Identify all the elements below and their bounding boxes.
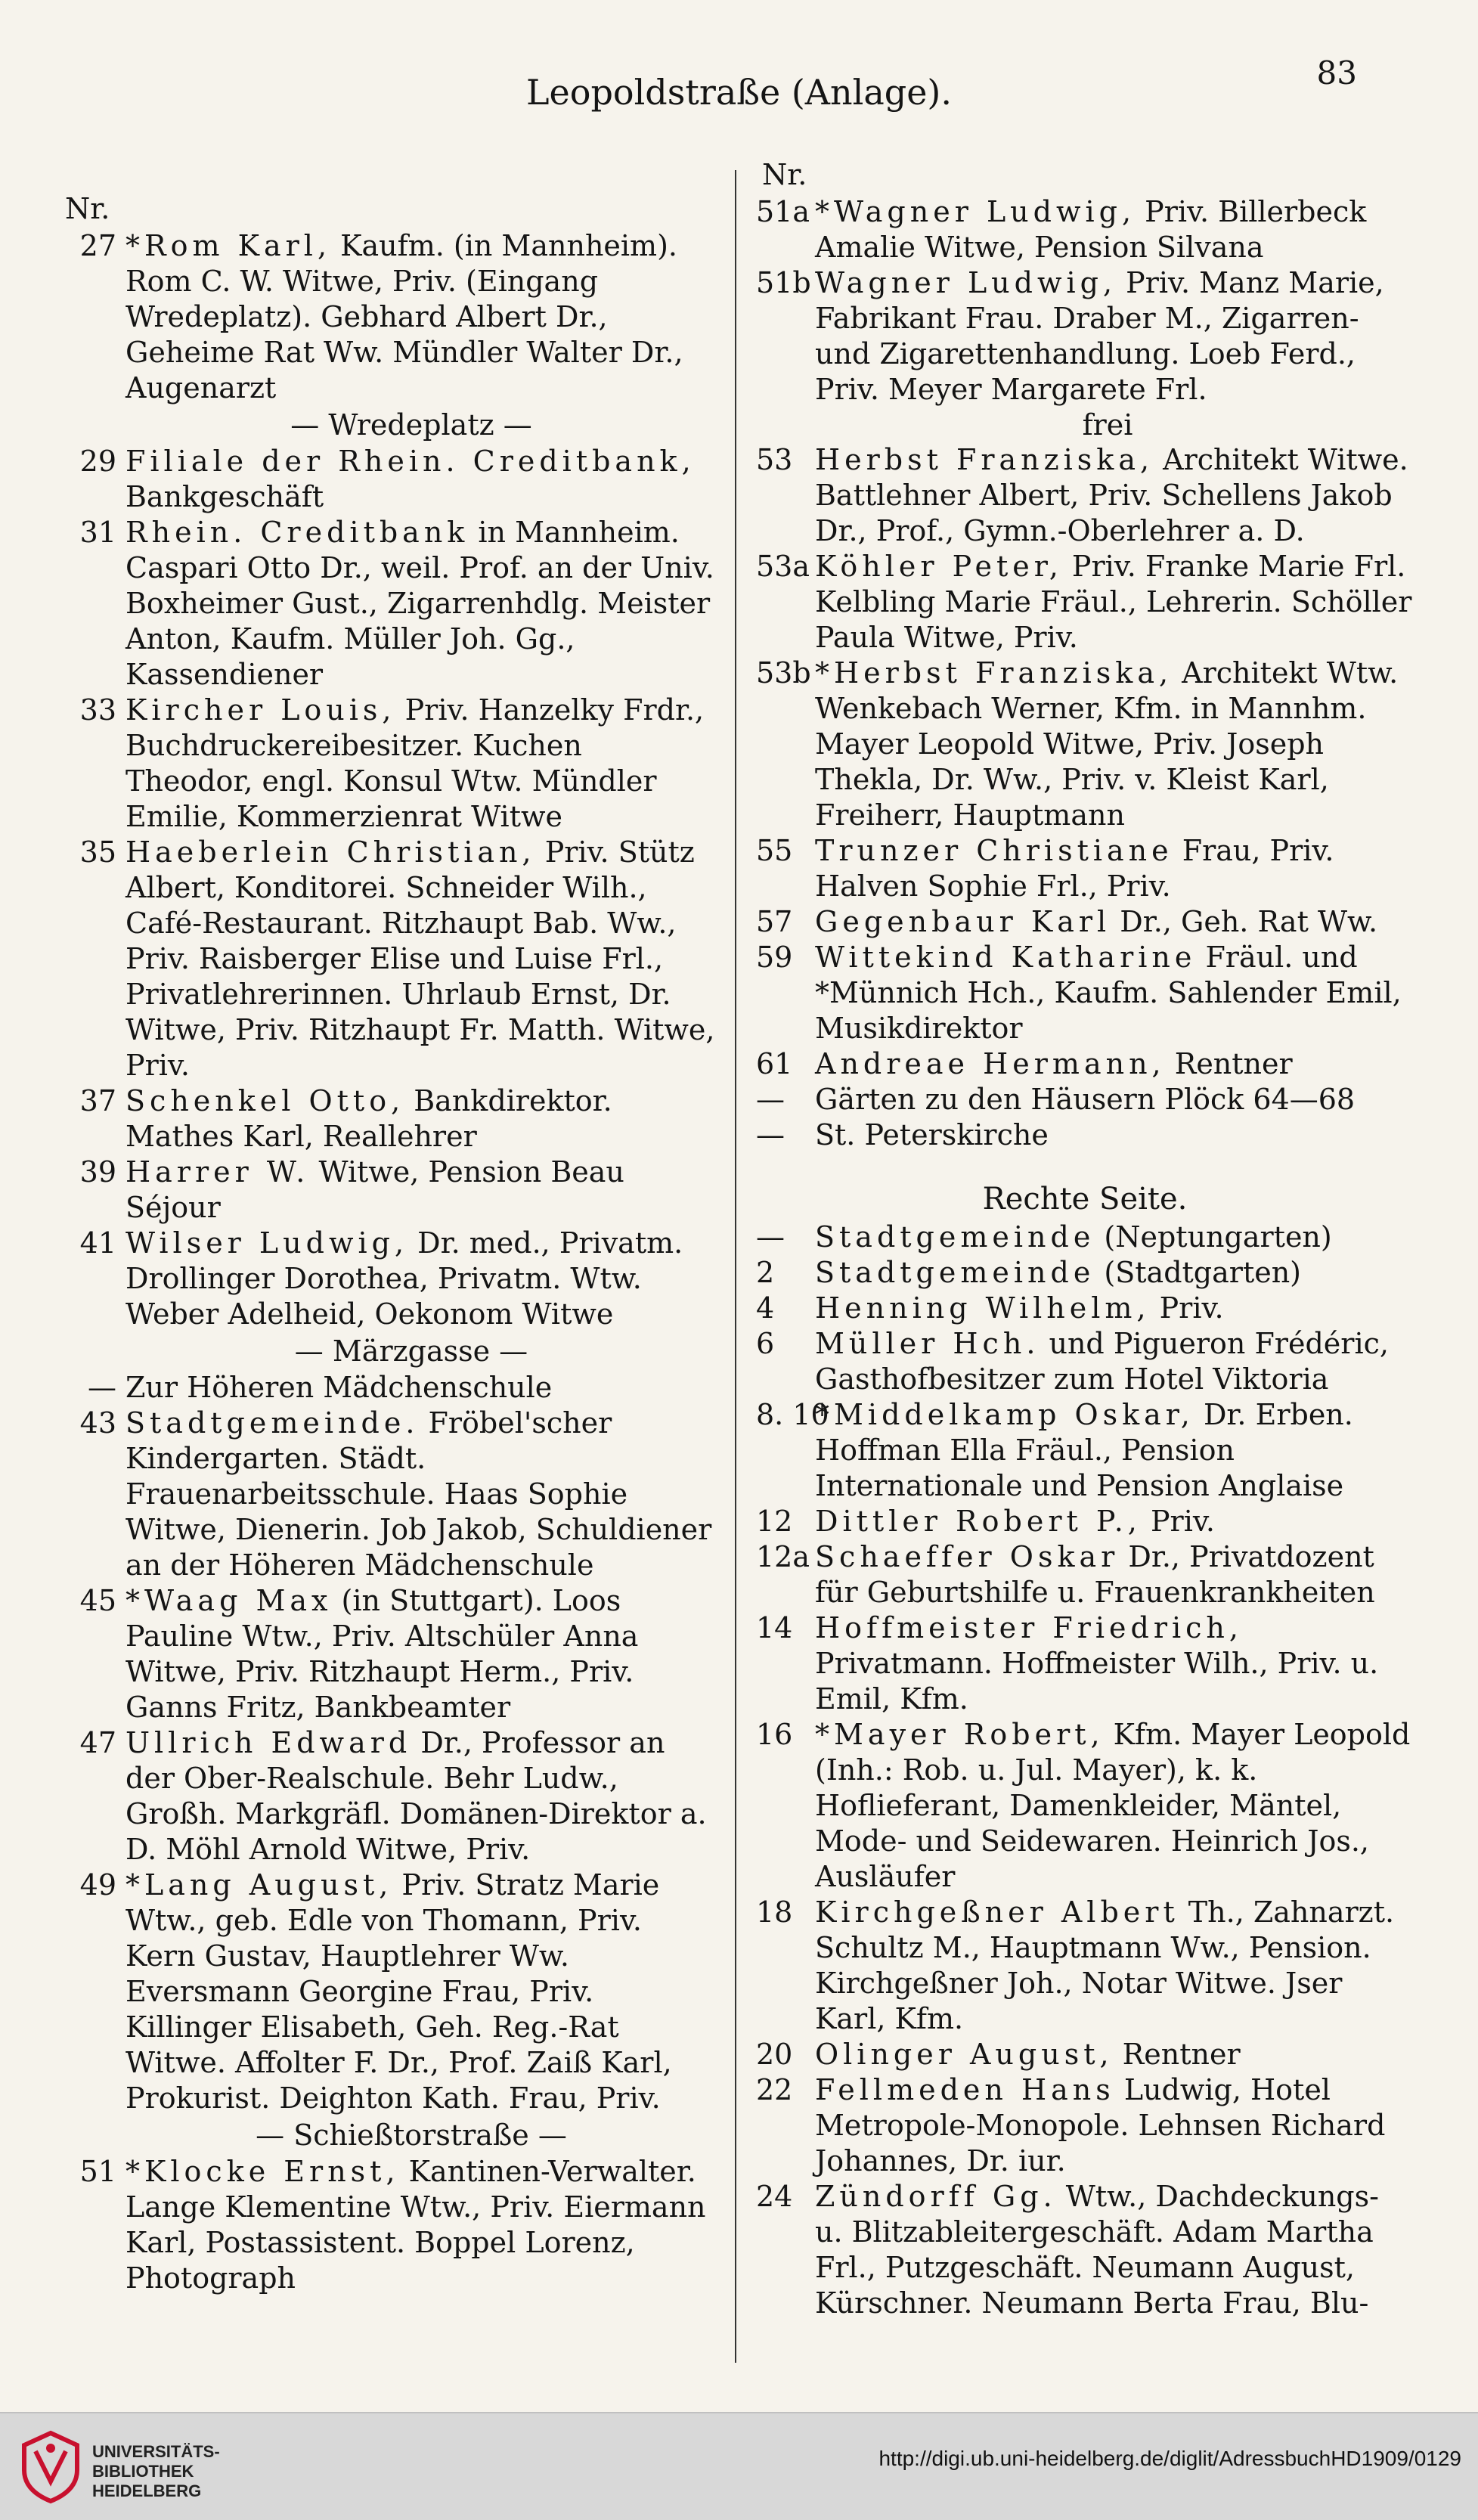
street-heading: — Märzgasse — <box>294 1334 528 1368</box>
resident-name: Kirchgeßner Albert <box>815 1895 1179 1929</box>
resident-details: Kaufm. (in Mannheim). Rom C. W. Witwe, Priv. (Eingang Wredeplatz). Gebhard Albert Dr., Geheime Rat Ww. Mündler Walter Dr., Augenarzt <box>125 229 683 405</box>
house-number: 33 <box>79 693 116 727</box>
resident-name: *Lang August, <box>125 1868 393 1902</box>
entry-text <box>125 1725 718 1868</box>
house-number: 53a <box>756 550 810 583</box>
house-number: 55 <box>756 834 793 867</box>
house-number: 6 <box>756 1327 775 1360</box>
entry-text <box>815 904 1414 940</box>
resident-name: Kircher Louis, <box>125 693 396 727</box>
directory-entry <box>59 1155 718 1226</box>
house-number: 35 <box>79 835 116 869</box>
resident-name: Henning Wilhelm, <box>815 1291 1151 1325</box>
directory-entry <box>756 549 1414 656</box>
entry-group <box>59 2154 718 2296</box>
resident-details: (Stadtgarten) <box>1095 1256 1302 1289</box>
directory-entry <box>756 1046 1414 1082</box>
house-number: 49 <box>79 1868 116 1902</box>
entry-text <box>125 1583 718 1725</box>
entry-text <box>815 265 1414 408</box>
directory-entry <box>756 1504 1414 1539</box>
directory-entry <box>59 1083 718 1155</box>
entry-text <box>815 1717 1414 1895</box>
house-number: 2 <box>756 1256 775 1289</box>
directory-entry <box>59 1583 718 1725</box>
resident-name: Hoffmeister Friedrich, <box>815 1611 1243 1644</box>
directory-entry <box>756 1220 1414 1255</box>
entry-text <box>815 940 1414 1046</box>
resident-details: Privatmann. Hoffmeister Wilh., Priv. u. Emil, Kfm. <box>815 1647 1379 1716</box>
entry-text <box>815 1539 1414 1610</box>
resident-name: *Herbst Franziska, <box>815 656 1173 690</box>
entry-text <box>125 1406 718 1583</box>
entry-group <box>59 1370 718 2116</box>
resident-details: Priv. <box>1141 1505 1215 1538</box>
resident-details: Architekt Wtw. Wenkebach Werner, Kfm. in Mannhm. Mayer Leopold Witwe, Priv. Joseph Thekla, Dr. Ww., Priv. v. Kleist Karl, Freiherr, Hauptmann <box>815 656 1399 832</box>
resident-name: *Middelkamp Oskar, <box>815 1398 1194 1431</box>
resident-name: Andreae Hermann, <box>815 1047 1166 1080</box>
directory-entry <box>59 515 718 693</box>
resident-name: Trunzer Christiane <box>815 834 1173 867</box>
right-column <box>756 155 1414 2321</box>
resident-name: Rhein. Creditbank <box>125 516 469 549</box>
entry-text <box>125 1868 718 2116</box>
directory-entry <box>756 265 1414 408</box>
entry-text <box>815 1220 1414 1255</box>
resident-name: Stadtgemeinde <box>815 1220 1095 1254</box>
resident-name: Stadtgemeinde <box>815 1256 1095 1289</box>
house-number: 59 <box>756 941 793 974</box>
resident-details: Bankdirektor. Mathes Karl, Reallehrer <box>125 1084 612 1153</box>
directory-entry <box>756 1082 1414 1117</box>
resident-details: Dr., Geh. Rat Ww. <box>1111 905 1378 938</box>
entry-text <box>815 1610 1414 1717</box>
column-divider <box>735 170 736 2363</box>
resident-details: Kfm. Mayer Leopold (Inh.: Rob. u. Jul. Mayer), k. k. Hoflieferant, Damenkleider, Mäntel, Mode- und Seidewaren. Heinrich Jos., Ausläufer <box>815 1718 1411 1893</box>
directory-entry <box>756 833 1414 904</box>
entry-text <box>815 194 1414 265</box>
house-number: 16 <box>756 1718 793 1751</box>
resident-details: Gärten zu den Häusern Plöck 64—68 <box>815 1083 1356 1116</box>
directory-entry <box>59 444 718 515</box>
resident-name: Schenkel Otto, <box>125 1084 405 1117</box>
directory-entry <box>756 1895 1414 2037</box>
nr-label: Nr. <box>762 158 807 191</box>
resident-details: St. Peterskirche <box>815 1118 1049 1152</box>
resident-name: Zündorff Gg. <box>815 2180 1057 2213</box>
entry-text <box>815 656 1414 833</box>
footer-bar <box>0 2412 1478 2520</box>
resident-details: Priv. Franke Marie Frl. Kelbling Marie Fräul., Lehrerin. Schöller Paula Witwe, Priv. <box>815 550 1412 654</box>
entry-text <box>125 693 718 835</box>
resident-details: Dr. Erben. Hoffman Ella Fräul., Pension Internationale und Pension Anglaise <box>815 1398 1353 1502</box>
resident-name: Herbst Franziska, <box>815 443 1154 476</box>
directory-entry <box>756 2037 1414 2072</box>
house-number: — <box>88 1371 116 1404</box>
house-number: 53 <box>756 443 793 476</box>
directory-entry <box>59 2154 718 2296</box>
resident-details: Dr., Privatdozent für Geburtshilfe u. Frauenkrankheiten <box>815 1540 1375 1609</box>
resident-details: in Mannheim. Caspari Otto Dr., weil. Prof. an der Univ. Boxheimer Gust., Zigarrenhdlg. Meister Anton, Kaufm. Müller Joh. Gg., Kassendiener <box>125 516 714 691</box>
left-column <box>59 189 718 2296</box>
page-header: Leopoldstraße (Anlage). <box>525 72 952 113</box>
house-number: 12a <box>756 1540 810 1573</box>
directory-entry <box>59 693 718 835</box>
directory-entry <box>756 442 1414 549</box>
entry-text <box>815 1046 1414 1082</box>
directory-entry <box>756 2179 1414 2321</box>
entry-text <box>125 1083 718 1155</box>
resident-name: *Waag Max <box>125 1584 333 1617</box>
resident-details: Rentner <box>1165 1047 1293 1080</box>
house-number: 12 <box>756 1505 793 1538</box>
entry-text <box>815 1895 1414 2037</box>
house-number: 57 <box>756 905 793 938</box>
house-number: 27 <box>79 229 116 262</box>
house-number: 51 <box>79 2155 116 2188</box>
house-number: 14 <box>756 1611 793 1644</box>
resident-details: Wtw., Dachdeckungs- u. Blitzableitergeschäft. Adam Martha Frl., Putzgeschäft. Neumann August, Kürschner. Neumann Berta Frau, Blu- <box>815 2180 1379 2320</box>
house-number: 8. 10 <box>756 1398 829 1431</box>
directory-entry <box>59 1406 718 1583</box>
resident-details: Priv. Billerbeck Amalie Witwe, Pension Silvana <box>815 195 1367 264</box>
entry-group <box>756 442 1414 1153</box>
resident-name: *Rom Karl, <box>125 229 332 262</box>
directory-entry <box>756 904 1414 940</box>
directory-entry <box>59 1226 718 1332</box>
entry-text <box>815 2179 1414 2321</box>
house-number: 24 <box>756 2180 793 2213</box>
resident-name: Stadtgemeinde. <box>125 1406 420 1440</box>
entry-text <box>815 2072 1414 2179</box>
house-number: 53b <box>756 656 811 690</box>
directory-entry <box>756 1397 1414 1504</box>
house-number: 47 <box>79 1726 116 1759</box>
resident-details: Fräul. und *Münnich Hch., Kaufm. Sahlender Emil, Musikdirektor <box>815 941 1402 1045</box>
directory-entry <box>59 1868 718 2116</box>
house-number: 43 <box>79 1406 116 1440</box>
resident-name: Wagner Ludwig, <box>815 266 1117 299</box>
entry-text <box>125 835 718 1083</box>
directory-entry <box>59 228 718 406</box>
house-number: 18 <box>756 1895 793 1929</box>
entry-group <box>756 1220 1414 2321</box>
entry-text <box>125 2154 718 2296</box>
house-number: 45 <box>79 1584 116 1617</box>
directory-entry <box>756 1610 1414 1717</box>
resident-name: Wilser Ludwig, <box>125 1226 409 1260</box>
entry-text <box>125 444 718 515</box>
directory-entry <box>756 1117 1414 1153</box>
resident-details: Frau, Priv. Halven Sophie Frl., Priv. <box>815 834 1334 903</box>
directory-entry <box>756 656 1414 833</box>
directory-entry <box>756 1717 1414 1895</box>
entry-text <box>125 515 718 693</box>
source-url-link[interactable]: http://digi.ub.uni-heidelberg.de/diglit/AdressbuchHD1909/0129 <box>878 2447 1461 2470</box>
resident-details: Priv. Stratz Marie Wtw., geb. Edle von Thomann, Priv. Kern Gustav, Hauptlehrer Ww. Eversmann Georgine Frau, Priv. Killinger Elisabeth, Geh. Reg.-Rat Witwe. Affolter F. Dr., Prof. Zaiß Karl, Prokurist. Deighton Kath. Frau, Priv. <box>125 1868 672 2115</box>
vacant-note: frei <box>1082 408 1133 442</box>
house-number: 22 <box>756 2073 793 2106</box>
resident-name: Schaeffer Oskar <box>815 1540 1120 1573</box>
entry-text <box>815 2037 1414 2072</box>
house-number: 29 <box>79 445 116 478</box>
resident-name: Filiale der Rhein. Creditbank, <box>125 445 696 478</box>
directory-entry <box>756 1255 1414 1291</box>
entry-text <box>815 549 1414 656</box>
resident-name: *Mayer Robert, <box>815 1718 1105 1751</box>
directory-entry <box>59 1370 718 1406</box>
library-name <box>92 2442 220 2501</box>
entry-group <box>59 444 718 1332</box>
directory-entry <box>756 194 1414 265</box>
page-number: 83 <box>1316 54 1357 91</box>
entry-text <box>125 228 718 406</box>
resident-details: (in Stuttgart). Loos Pauline Wtw., Priv. Altschüler Anna Witwe, Priv. Ritzhaupt Herm., Priv. Ganns Fritz, Bankbeamter <box>125 1584 639 1724</box>
section-heading: Rechte Seite. <box>982 1182 1188 1217</box>
directory-entry <box>756 1291 1414 1326</box>
resident-name: Gegenbaur Karl <box>815 905 1111 938</box>
entry-text <box>125 1155 718 1226</box>
entry-text <box>815 1326 1414 1397</box>
entry-text <box>815 1117 1414 1153</box>
house-number: 51a <box>756 195 810 228</box>
resident-name: Fellmeden Hans <box>815 2073 1115 2106</box>
directory-entry <box>756 940 1414 1046</box>
resident-details: (Neptungarten) <box>1095 1220 1332 1254</box>
resident-name: Müller Hch. <box>815 1327 1040 1360</box>
house-number: 31 <box>79 516 116 549</box>
resident-details: Priv. <box>1150 1291 1224 1325</box>
resident-details: Kantinen-Verwalter. Lange Klementine Wtw., Priv. Eiermann Karl, Postassistent. Boppel Lorenz, Photograph <box>125 2155 706 2295</box>
house-number: 51b <box>756 266 811 299</box>
house-number: — <box>756 1083 785 1116</box>
nr-label: Nr. <box>65 192 110 225</box>
street-heading: — Schießtorstraße — <box>256 2119 567 2152</box>
house-number: — <box>756 1220 785 1254</box>
directory-entry <box>756 1326 1414 1397</box>
house-number: — <box>756 1118 785 1152</box>
resident-name: Olinger August, <box>815 2038 1114 2071</box>
resident-name: *Wagner Ludwig, <box>815 195 1136 228</box>
entry-text <box>815 1504 1414 1539</box>
house-number: 41 <box>79 1226 116 1260</box>
resident-details: Th., Zahnarzt. Schultz M., Hauptmann Ww., Pension. Kirchgeßner Joh., Notar Witwe. Jser Karl, Kfm. <box>815 1895 1395 2035</box>
resident-details: Bankgeschäft <box>125 480 324 513</box>
directory-entry <box>59 835 718 1083</box>
resident-name: Ullrich Edward <box>125 1726 412 1759</box>
directory-entry <box>756 2072 1414 2179</box>
library-name-line: UNIVERSITÄTS- <box>92 2442 220 2461</box>
entry-text <box>815 1397 1414 1504</box>
resident-details: Dr. med., Privatm. Drollinger Dorothea, Privatm. Wtw. Weber Adelheid, Oekonom Witwe <box>125 1226 683 1331</box>
resident-details: Priv. Manz Marie, Fabrikant Frau. Draber M., Zigarren- und Zigarettenhandlung. Loeb Ferd., Priv. Meyer Margarete Frl. <box>815 266 1384 406</box>
resident-name: Köhler Peter, <box>815 550 1063 583</box>
resident-name: Haeberlein Christian, <box>125 835 536 869</box>
entry-group <box>756 194 1414 408</box>
house-number: 20 <box>756 2038 793 2071</box>
resident-name: Harrer W. <box>125 1155 310 1189</box>
resident-name: Dittler Robert P., <box>815 1505 1142 1538</box>
entry-text <box>815 1255 1414 1291</box>
library-name-line: BIBLIOTHEK <box>92 2462 194 2481</box>
house-number: 37 <box>79 1084 116 1117</box>
entry-group <box>59 228 718 406</box>
resident-details: Zur Höheren Mädchenschule <box>125 1371 553 1404</box>
university-seal-icon <box>17 2429 85 2504</box>
resident-details: Priv. Hanzelky Frdr., Buchdruckereibesitzer. Kuchen Theodor, engl. Konsul Wtw. Mündler Emilie, Kommerzienrat Witwe <box>125 693 705 833</box>
resident-details: Witwe, Pension Beau Séjour <box>125 1155 624 1224</box>
resident-details: und Pigueron Frédéric, Gasthofbesitzer zum Hotel Viktoria <box>815 1327 1389 1396</box>
resident-details: Architekt Witwe. Battlehner Albert, Priv. Schellens Jakob Dr., Prof., Gymn.-Oberlehrer a. D. <box>815 443 1408 547</box>
directory-entry <box>59 1725 718 1868</box>
entry-text <box>815 1082 1414 1117</box>
entry-text <box>815 442 1414 549</box>
resident-name: *Klocke Ernst, <box>125 2155 400 2188</box>
house-number: 61 <box>756 1047 793 1080</box>
resident-details: Fröbel'scher Kindergarten. Städt. Frauenarbeitsschule. Haas Sophie Witwe, Dienerin. Job Jakob, Schuldiener an der Höheren Mädchenschule <box>125 1406 712 1582</box>
house-number: 4 <box>756 1291 775 1325</box>
resident-name: Wittekind Katharine <box>815 941 1197 974</box>
house-number: 39 <box>79 1155 116 1189</box>
entry-text <box>125 1226 718 1332</box>
resident-details: Rentner <box>1113 2038 1241 2071</box>
directory-entry <box>756 1539 1414 1610</box>
street-heading: — Wredeplatz — <box>290 408 532 442</box>
library-name-line: HEIDELBERG <box>92 2481 202 2500</box>
entry-text <box>125 1370 718 1406</box>
resident-details: Priv. Stütz Albert, Konditorei. Schneider Wilh., Café-Restaurant. Ritzhaupt Bab. Ww., Priv. Raisberger Elise und Luise Frl., Privatlehrerinnen. Uhrlaub Ernst, Dr. Witwe, Priv. Ritzhaupt Fr. Matth. Witwe, Priv. <box>125 835 715 1082</box>
resident-details: Dr., Professor an der Ober-Realschule. Behr Ludw., Großh. Markgräfl. Domänen-Direktor a. D. Möhl Arnold Witwe, Priv. <box>125 1726 707 1866</box>
entry-text <box>815 833 1414 904</box>
resident-details: Ludwig, Hotel Metropole-Monopole. Lehnsen Richard Johannes, Dr. iur. <box>815 2073 1386 2177</box>
entry-text <box>815 1291 1414 1326</box>
